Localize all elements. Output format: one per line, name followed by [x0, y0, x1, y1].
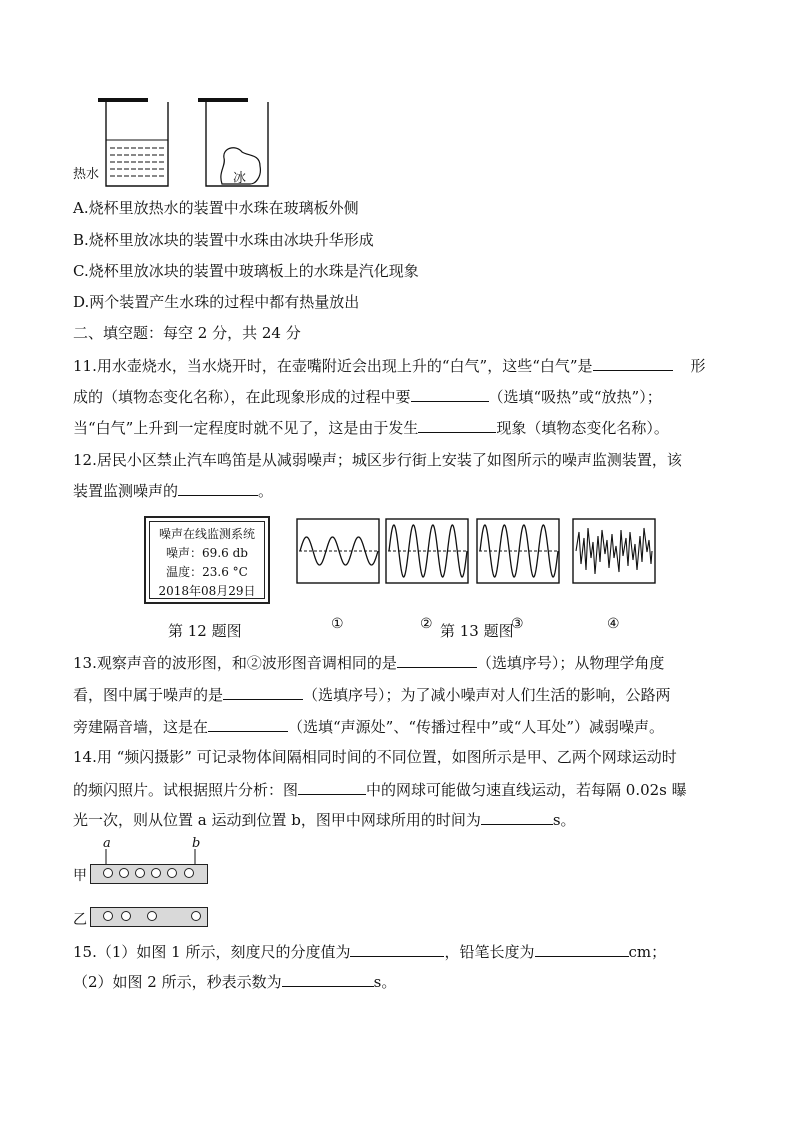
answer-blank[interactable] [411, 386, 489, 402]
q11-line-1: 11.用水壶烧水，当水烧开时，在壶嘴附近会出现上升的“白气”，这些“白气”是 形 [73, 357, 706, 375]
q15-line-2: （2）如图 2 所示，秒表示数为 s。 [73, 973, 397, 991]
strobe-jia-label: 甲 [73, 868, 87, 884]
q14-line-1: 14.用 “频闪摄影” 可记录物体间隔相同时间的不同位置，如图所示是甲、乙两个网球运动时 [73, 748, 677, 766]
waveform-1 [296, 518, 380, 584]
option-b: B.烧杯里放冰块的装置中水珠由冰块升华形成 [73, 231, 374, 249]
wave-label-3: ③ [511, 616, 524, 632]
ball-jia [151, 868, 161, 878]
ball-jia [119, 868, 129, 878]
wave-label-1: ① [331, 616, 344, 632]
wave-label-4: ④ [607, 616, 620, 632]
hot-water-label: 热水 [73, 167, 100, 182]
option-a: A.烧杯里放热水的装置中水珠在玻璃板外侧 [73, 199, 359, 217]
monitor-title: 噪声在线监测系统 [158, 527, 255, 541]
caption-fig13: 第 13 题图 [440, 622, 514, 640]
ball-yi [103, 911, 113, 921]
q15-line-1: 15.（1）如图 1 所示，刻度尺的分度值为 ，铅笔长度为 cm； [73, 943, 667, 961]
answer-blank[interactable] [298, 779, 366, 795]
option-d: D.两个装置产生水珠的过程中都有热量放出 [73, 293, 360, 311]
q11-line-2: 成的（填物态变化名称），在此现象形成的过程中要 （选填“吸热”或“放热”）； [73, 388, 662, 406]
q12-line-1: 12.居民小区禁止汽车鸣笛是从减弱噪声；城区步行街上安装了如图所示的噪声监测装置，该 [73, 451, 682, 469]
ball-jia [135, 868, 145, 878]
ice-label: 冰 [233, 171, 247, 186]
option-c: C.烧杯里放冰块的装置中玻璃板上的水珠是汽化现象 [73, 262, 419, 280]
ball-yi [191, 911, 201, 921]
answer-blank[interactable] [593, 355, 673, 371]
ball-yi [147, 911, 157, 921]
ball-yi [121, 911, 131, 921]
strobe-strip-jia [90, 864, 208, 884]
caption-fig12: 第 12 题图 [168, 622, 242, 640]
waveform-3 [476, 518, 560, 584]
monitor-noise: 噪声：69.6 db [166, 546, 248, 560]
strobe-ticks [100, 849, 200, 865]
strobe-label-a: a [103, 836, 111, 851]
q13-line-3: 旁建隔音墙，这是在 （选填“声源处”、“传播过程中”或“人耳处”）减弱噪声。 [73, 718, 665, 736]
wave-label-2: ② [420, 616, 433, 632]
ball-jia [167, 868, 177, 878]
answer-blank[interactable] [397, 652, 477, 668]
q14-line-2: 的频闪照片。试根据照片分析：图 中的网球可能做匀速直线运动，若每隔 0.02s 曝 [73, 781, 687, 799]
strobe-label-b: b [192, 836, 201, 851]
monitor-temp: 温度：23.6 °C [166, 565, 248, 579]
answer-blank[interactable] [535, 941, 629, 957]
q13-line-1: 13.观察声音的波形图，和②波形图音调相同的是 （选填序号）；从物理学角度 [73, 654, 665, 672]
q14-line-3: 光一次，则从位置 a 运动到位置 b，图甲中网球所用的时间为 s。 [73, 811, 576, 829]
strobe-strip-yi [90, 907, 208, 927]
waveform-4 [572, 518, 656, 584]
q12-line-2: 装置监测噪声的 。 [73, 482, 274, 500]
answer-blank[interactable] [282, 971, 374, 987]
waveform-2 [385, 518, 469, 584]
q11-line-3: 当“白气”上升到一定程度时就不见了，这是由于发生 现象（填物态变化名称）。 [73, 419, 669, 437]
answer-blank[interactable] [223, 684, 303, 700]
section-title: 二、填空题：每空 2 分，共 24 分 [73, 324, 301, 342]
answer-blank[interactable] [418, 417, 496, 433]
strobe-yi-label: 乙 [73, 912, 87, 928]
answer-blank[interactable] [208, 716, 288, 732]
answer-blank[interactable] [350, 941, 444, 957]
noise-monitor-display [144, 516, 270, 604]
answer-blank[interactable] [178, 480, 258, 496]
q13-line-2: 看，图中属于噪声的是 （选填序号）；为了减小噪声对人们生活的影响，公路两 [73, 686, 671, 704]
monitor-date: 2018年08月29日 [158, 584, 256, 598]
ball-jia [184, 868, 194, 878]
ball-jia [103, 868, 113, 878]
answer-blank[interactable] [481, 809, 553, 825]
